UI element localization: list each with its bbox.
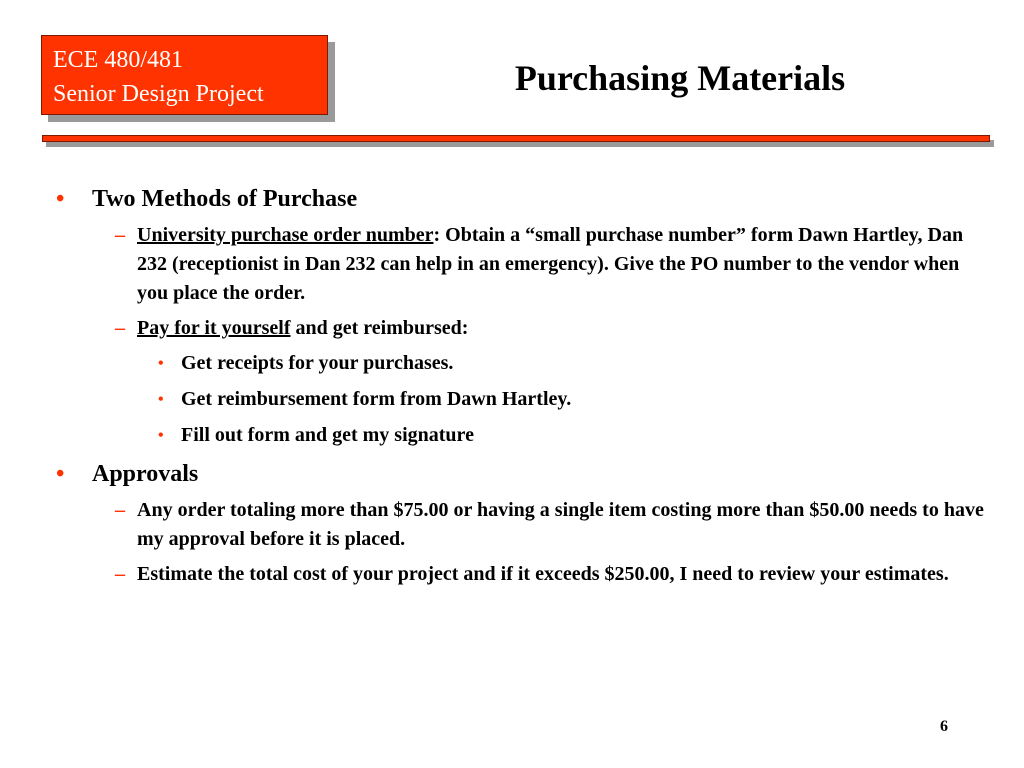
- bullet-mark: •: [56, 461, 65, 487]
- course-name: Senior Design Project: [53, 81, 264, 107]
- bullet-heading: Approvals: [92, 461, 199, 487]
- course-label-box: [41, 35, 328, 115]
- method-term: University purchase order number: [137, 224, 434, 246]
- method-term: Pay for it yourself: [137, 317, 291, 339]
- method-text: and get reimbursed:: [290, 317, 469, 339]
- title-rule: [42, 135, 990, 142]
- method-text: : Obtain a “small purchase number” form Dawn Hartley, Dan 232 (receptionist in Dan 232 can help in an emergency). Give the PO number to the vendor when you place the order.: [137, 224, 964, 304]
- step-text: Fill out form and get my signature: [181, 424, 474, 446]
- step-text: Get reimbursement form from Dawn Hartley.: [181, 388, 572, 410]
- course-code: ECE 480/481: [53, 47, 183, 73]
- step-text: Get receipts for your purchases.: [181, 352, 454, 374]
- slide-content: [0, 182, 1024, 595]
- sub-bullet-pay-yourself: [0, 314, 1024, 343]
- dash-mark: –: [115, 499, 125, 521]
- bullet-heading: Two Methods of Purchase: [92, 186, 358, 212]
- dash-mark: –: [115, 224, 125, 246]
- approval-text: Estimate the total cost of your project and if it exceeds $250.00, I need to review your estimates.: [137, 563, 949, 585]
- sub-bullet-approval-rule: [0, 496, 1024, 554]
- bullet-mark: •: [158, 355, 164, 372]
- bullet-mark: •: [158, 391, 164, 408]
- step-item: [0, 349, 1024, 378]
- step-item: [0, 385, 1024, 414]
- bullet-two-methods: [0, 182, 1024, 216]
- sub-bullet-po-number: [0, 221, 1024, 308]
- bullet-mark: •: [56, 186, 65, 212]
- bullet-approvals: [0, 457, 1024, 491]
- page-number: 6: [940, 718, 948, 735]
- slide-title: Purchasing Materials: [514, 58, 846, 98]
- sub-bullet-estimate-rule: [0, 560, 1024, 589]
- dash-mark: –: [115, 317, 125, 339]
- step-item: [0, 421, 1024, 450]
- approval-text: Any order totaling more than $75.00 or having a single item costing more than $50.00 needs to have my approval before it is placed.: [137, 499, 984, 550]
- bullet-mark: •: [158, 427, 164, 444]
- dash-mark: –: [115, 563, 125, 585]
